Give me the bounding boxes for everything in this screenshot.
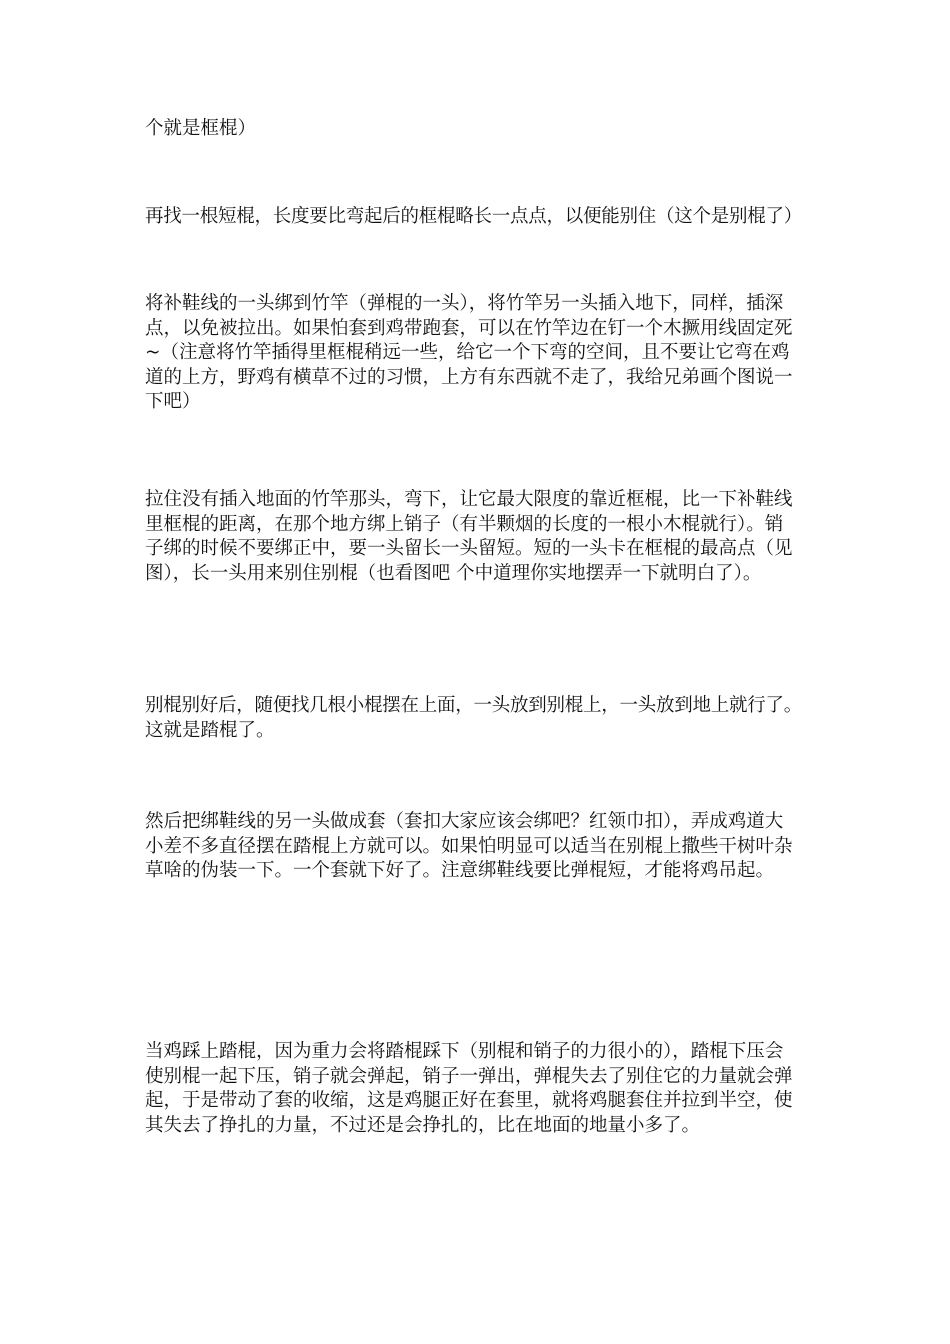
paragraph-line: 草啥的伪装一下。一个套就下好了。注意绑鞋线要比弹棍短，才能将鸡吊起。 <box>145 860 775 881</box>
paragraph-7 <box>145 1040 810 1138</box>
paragraph-4 <box>145 488 810 586</box>
paragraph-6 <box>145 810 810 884</box>
paragraph-line: 使别棍一起下压，销子就会弹起，销子一弹出，弹棍失去了别住它的力量就会弹 <box>145 1065 793 1087</box>
paragraph-line: 起，于是带动了套的收缩，这是鸡腿正好在套里，就将鸡腿套住并拉到半空，使 <box>145 1090 793 1111</box>
paragraph-line: 个就是框棍） <box>145 118 257 139</box>
paragraph-1 <box>145 117 810 142</box>
paragraph-line: 将补鞋线的一头绑到竹竿（弹棍的一头），将竹竿另一头插入地下，同样，插深 <box>145 293 784 314</box>
paragraph-line: 再找一根短棍，长度要比弯起后的框棍略长一点点，以便能别住（这个是别棍了） <box>145 206 803 227</box>
paragraph-line: 图），长一头用来别住别棍（也看图吧 个中道理你实地摆弄一下就明白了）。 <box>145 562 762 584</box>
paragraph-line: 别棍别好后，随便找几根小棍摆在上面，一头放到别棍上，一头放到地上就行了。 <box>145 695 803 716</box>
paragraph-line: 小差不多直径摆在踏棍上方就可以。如果怕明显可以适当在别棍上撒些干树叶杂 <box>145 835 793 857</box>
paragraph-line: 其失去了挣扎的力量，不过还是会挣扎的，比在地面的地量小多了。 <box>145 1114 701 1136</box>
paragraph-line: ~（注意将竹竿插得里框棍稍远一些，给它一个下弯的空间，且不要让它弯在鸡 <box>145 342 790 363</box>
paragraph-line: 这就是踏棍了。 <box>145 719 275 741</box>
paragraph-line: 然后把绑鞋线的另一头做成套（套扣大家应该会绑吧？红领巾扣），弄成鸡道大 <box>145 811 784 832</box>
paragraph-line: 下吧） <box>145 391 201 412</box>
paragraph-line: 里框棍的距离，在那个地方绑上销子（有半颗烟的长度的一根小木棍就行）。销 <box>145 513 784 535</box>
paragraph-line: 道的上方，野鸡有横草不过的习惯，上方有东西就不走了，我给兄弟画个图说一 <box>145 366 793 388</box>
paragraph-2 <box>145 205 810 230</box>
paragraph-5 <box>145 694 810 743</box>
paragraph-line: 拉住没有插入地面的竹竿那头，弯下，让它最大限度的靠近框棍，比一下补鞋线 <box>145 489 793 510</box>
paragraph-line: 点，以免被拉出。如果怕套到鸡带跑套，可以在竹竿边在钉一个木撅用线固定死 <box>145 317 793 339</box>
paragraph-3 <box>145 292 810 415</box>
paragraph-line: 当鸡踩上踏棍，因为重力会将踏棍踩下（别棍和销子的力很小的），踏棍下压会 <box>145 1041 784 1062</box>
paragraph-line: 子绑的时候不要绑正中，要一头留长一头留短。短的一头卡在框棍的最高点（见 <box>145 538 793 559</box>
